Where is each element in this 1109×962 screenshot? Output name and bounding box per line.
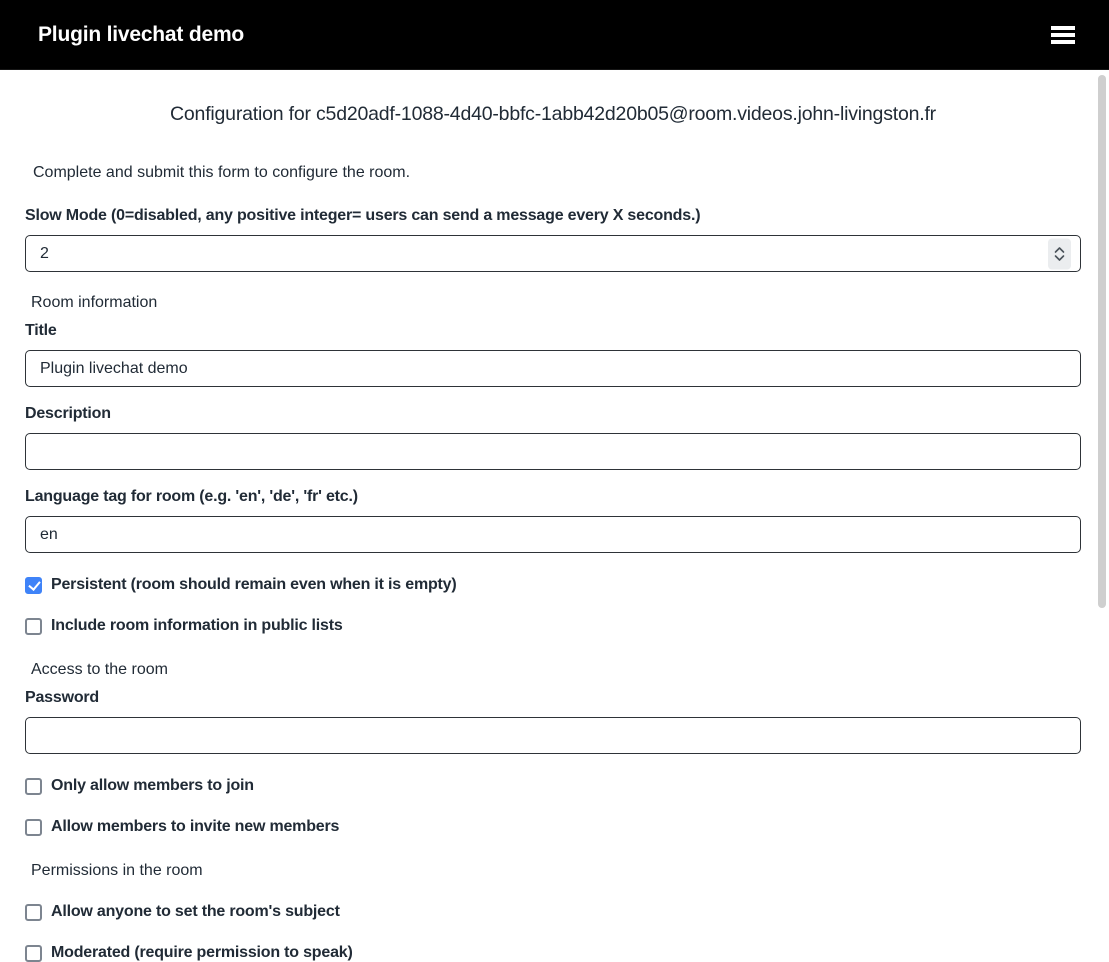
slow-mode-input[interactable] xyxy=(25,235,1081,272)
description-label: Description xyxy=(25,405,111,422)
moderated-label: Moderated (require permission to speak) xyxy=(51,944,353,961)
members-only-checkbox[interactable] xyxy=(25,778,42,795)
public-list-checkbox[interactable] xyxy=(25,618,42,635)
vertical-scrollbar-thumb[interactable] xyxy=(1098,75,1106,608)
persistent-label: Persistent (room should remain even when it is empty) xyxy=(51,576,457,593)
section-room-information: Room information xyxy=(31,294,158,311)
language-input[interactable] xyxy=(25,516,1081,553)
password-input[interactable] xyxy=(25,717,1081,754)
section-access: Access to the room xyxy=(31,661,168,678)
members-invite-row xyxy=(25,818,1081,836)
section-permissions: Permissions in the room xyxy=(31,862,203,879)
menu-hamburger-icon[interactable] xyxy=(1051,26,1075,44)
page-title: Configuration for c5d20adf-1088-4d40-bbfc-1abb42d20b05@room.videos.john-livingston.fr xyxy=(170,103,936,125)
slow-mode-field-wrap xyxy=(25,235,1081,272)
password-label: Password xyxy=(25,689,99,706)
change-subject-row xyxy=(25,903,1081,921)
moderated-row xyxy=(25,944,1081,962)
number-spinner-icon[interactable] xyxy=(1048,238,1071,269)
members-only-label: Only allow members to join xyxy=(51,777,254,794)
members-only-row xyxy=(25,777,1081,795)
config-form-page xyxy=(0,70,1109,962)
persistent-checkbox[interactable] xyxy=(25,577,42,594)
public-list-label: Include room information in public lists xyxy=(51,617,343,634)
language-label: Language tag for room (e.g. 'en', 'de', 'fr' etc.) xyxy=(25,488,358,505)
form-instructions: Complete and submit this form to configure the room. xyxy=(33,164,411,181)
slow-mode-label: Slow Mode (0=disabled, any positive integer= users can send a message every X seconds.) xyxy=(25,207,701,224)
persistent-row xyxy=(25,576,1081,594)
description-input[interactable] xyxy=(25,433,1081,470)
members-invite-checkbox[interactable] xyxy=(25,819,42,836)
app-title: Plugin livechat demo xyxy=(38,22,245,46)
change-subject-checkbox[interactable] xyxy=(25,904,42,921)
title-label: Title xyxy=(25,322,57,339)
title-input[interactable] xyxy=(25,350,1081,387)
members-invite-label: Allow members to invite new members xyxy=(51,818,340,835)
public-list-row xyxy=(25,617,1081,635)
app-header xyxy=(0,0,1109,70)
change-subject-label: Allow anyone to set the room's subject xyxy=(51,903,340,920)
moderated-checkbox[interactable] xyxy=(25,945,42,962)
